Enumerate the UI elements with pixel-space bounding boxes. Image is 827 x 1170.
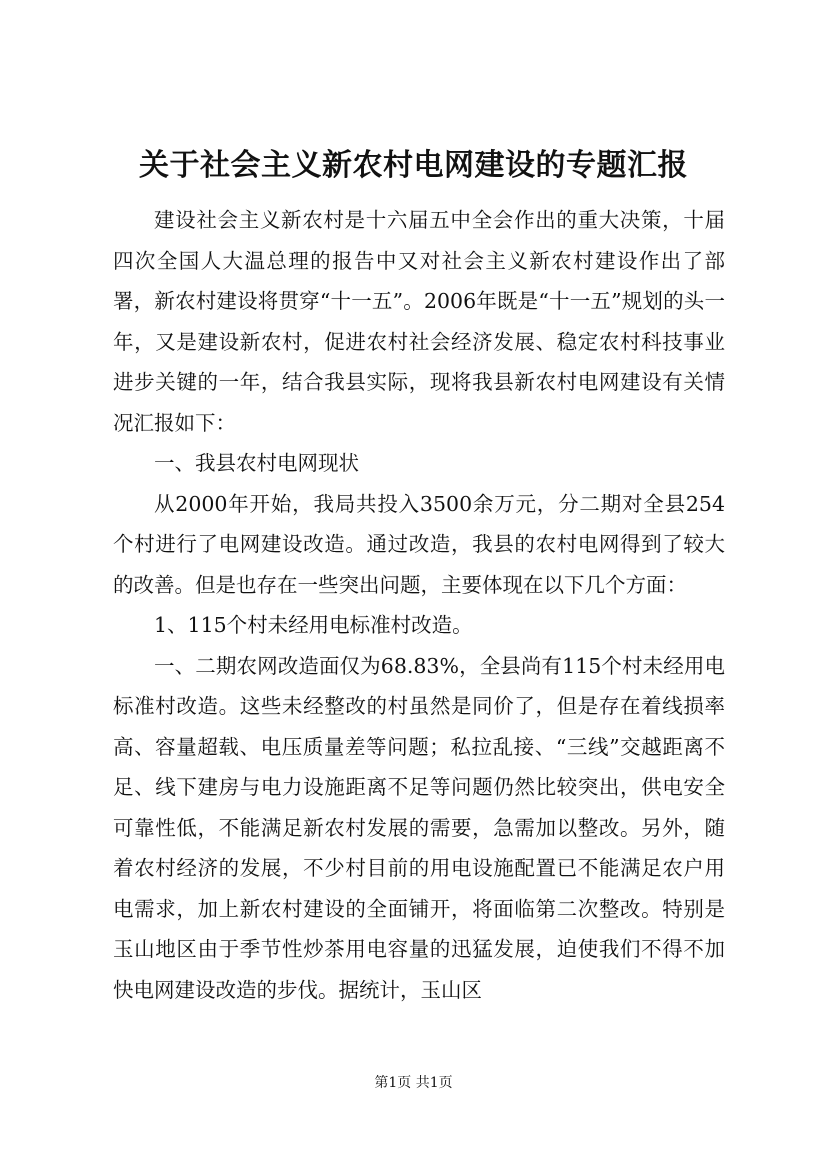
document-title: 关于社会主义新农村电网建设的专题汇报 [139, 148, 688, 183]
paragraph-intro: 建设社会主义新农村是十六届五中全会作出的重大决策，十届四次全国人大温总理的报告中又对社会主义新农村建设作出了部署，新农村建设将贯穿“十一五”。2006年既是“十一五”规划的头一年，又是建设新农村，促进农村社会经济发展、稳定农村科技事业进步关键的一年，结合我县实际，现将我县新农村电网建设有关情况汇报如下： [113, 208, 725, 435]
page-footer: 第1页 共1页 [374, 1075, 453, 1091]
section-heading-1: 一、我县农村电网现状 [154, 451, 359, 475]
paragraph-current-status: 从2000年开始，我局共投入3500余万元，分二期对全县254个村进行了电网建设改造。通过改造，我县的农村电网得到了较大的改善。但是也存在一些突出问题，主要体现在以下几个方面： [113, 491, 725, 597]
document-body [113, 200, 725, 1010]
subsection-heading-1: 1、115个村未经用电标准村改造。 [154, 613, 473, 637]
paragraph-details: 一、二期农网改造面仅为68.83%，全县尚有115个村未经用电标准村改造。这些未经整改的村虽然是同价了，但是存在着线损率高、容量超载、电压质量差等问题；私拉乱接、“三线”交越距离不足、线下建房与电力设施距离不足等问题仍然比较突出，供电安全可靠性低，不能满足新农村发展的需要，急需加以整改。另外，随着农村经济的发展，不少村目前的用电设施配置已不能满足农户用电需求，加上新农村建设的全面铺开，将面临第二次整改。特别是玉山地区由于季节性炒茶用电容量的迅猛发展，迫使我们不得不加快电网建设改造的步伐。据统计，玉山区 [113, 653, 725, 1002]
